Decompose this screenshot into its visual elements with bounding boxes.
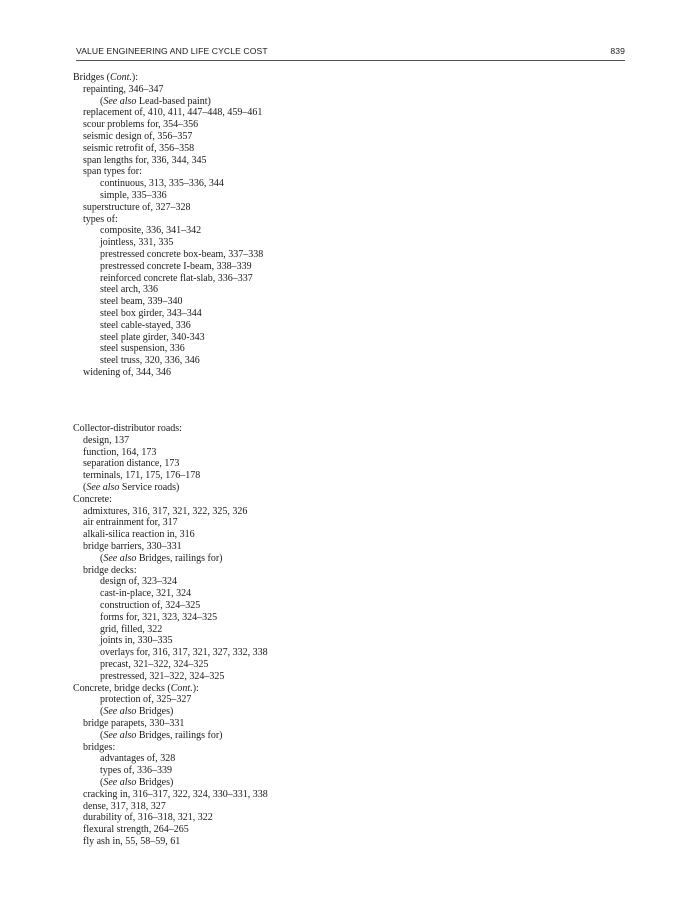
running-header	[76, 44, 625, 61]
index-subentry: cracking in, 316–317, 322, 324, 330–331, 338	[83, 788, 268, 800]
index-subsubentry: design of, 323–324	[100, 576, 177, 588]
entry-text: Bridges)	[136, 706, 174, 718]
entry-text: (	[100, 95, 104, 107]
index-subentry: types of:	[83, 213, 118, 225]
index-subentry: repainting, 346–347	[83, 83, 164, 95]
index-subsubentry	[100, 777, 173, 789]
index-subentry: admixtures, 316, 317, 321, 322, 325, 326	[83, 505, 248, 517]
index-subsubentry: construction of, 324–325	[100, 600, 201, 611]
entry-text: (	[83, 482, 87, 493]
index-subentry: design, 137	[83, 434, 130, 446]
index-subsubentry: steel box girder, 343–344	[100, 308, 202, 319]
index-subentry: replacement of, 410, 411, 447–448, 459–461	[83, 107, 263, 119]
index-subsubentry: prestressed concrete I-beam, 338–339	[100, 260, 252, 272]
index-subentry: bridges:	[83, 741, 116, 753]
index-subsubentry: cast-in-place, 321, 324	[100, 588, 192, 600]
index-heading	[73, 683, 199, 695]
index-subsubentry: continuous, 313, 335–336, 344	[100, 178, 224, 190]
entry-text: ):	[131, 72, 139, 83]
entry-italic-text: See also	[103, 552, 137, 564]
index-subentry: bridge decks:	[83, 564, 137, 576]
entry-italic-text: See also	[103, 777, 137, 788]
index-subentry: seismic design of, 356–357	[83, 131, 193, 142]
index-subentry: scour problems for, 354–356	[83, 119, 199, 131]
index-subentry: superstructure of, 327–328	[83, 201, 191, 213]
index-subsubentry	[100, 730, 222, 742]
index-subsubentry: prestressed concrete box-beam, 337–338	[100, 249, 264, 260]
entry-italic-text: Cont.	[109, 72, 132, 83]
index-subentry: fly ash in, 55, 58–59, 61	[83, 836, 181, 847]
index-heading: Collector-distributor roads:	[73, 423, 182, 434]
index-subsubentry	[100, 706, 173, 718]
index-subsubentry: steel truss, 320, 336, 346	[100, 355, 200, 367]
index-heading	[73, 72, 138, 84]
index-subsubentry: reinforced concrete flat-slab, 336–337	[100, 272, 253, 284]
index-subentry: separation distance, 173	[83, 458, 180, 470]
entry-text: (	[100, 706, 104, 718]
entry-text: Bridges, railings for)	[136, 729, 223, 741]
index-subentry: widening of, 344, 346	[83, 367, 172, 378]
index-subentry: alkali-silica reaction in, 316	[83, 529, 195, 541]
index-subsubentry: steel cable-stayed, 336	[100, 319, 191, 331]
entry-italic-text: See also	[86, 482, 120, 493]
index-subsubentry: jointless, 331, 335	[100, 237, 174, 249]
entry-text: (	[100, 552, 104, 564]
entry-text: Concrete, bridge decks (	[73, 682, 171, 694]
entry-text: Service roads)	[119, 482, 180, 493]
entry-text: Bridges, railings for)	[136, 552, 223, 564]
index-subsubentry	[100, 553, 222, 565]
index-subentry: span types for:	[83, 166, 142, 178]
index-subentry: flexural strength, 264–265	[83, 824, 189, 836]
index-subentry: dense, 317, 318, 327	[83, 800, 166, 812]
index-subsubentry: steel suspension, 336	[100, 343, 185, 355]
index-subentry: function, 164, 173	[83, 446, 157, 458]
entry-text: ):	[192, 682, 199, 694]
index-subsubentry: steel plate girder, 340-343	[100, 331, 205, 343]
entry-italic-text: See also	[103, 95, 137, 107]
running-header-title: VALUE ENGINEERING AND LIFE CYCLE COST	[76, 46, 268, 56]
entry-text: (	[100, 777, 104, 788]
entry-text: Bridges (	[73, 72, 110, 83]
index-subentry	[83, 482, 179, 494]
index-subsubentry: simple, 335–336	[100, 190, 167, 201]
index-subsubentry: forms for, 321, 323, 324–325	[100, 611, 218, 623]
index-heading: Concrete:	[73, 493, 112, 505]
entry-text: (	[100, 729, 104, 741]
index-subentry: bridge parapets, 330–331	[83, 718, 185, 729]
index-subentry: air entrainment for, 317	[83, 517, 178, 529]
entry-italic-text: See also	[103, 706, 137, 718]
index-subentry: durability of, 316–318, 321, 322	[83, 812, 213, 824]
entry-italic-text: Cont.	[170, 682, 193, 694]
index-subsubentry: types of, 336–339	[100, 765, 172, 777]
index-subsubentry: precast, 321–322, 324–325	[100, 659, 209, 670]
index-subentry: bridge barriers, 330–331	[83, 541, 182, 552]
index-subsubentry: protection of, 325–327	[100, 694, 192, 706]
index-subsubentry: steel beam, 339–340	[100, 296, 183, 308]
index-subsubentry: composite, 336, 341–342	[100, 225, 202, 237]
index-subsubentry: overlays for, 316, 317, 321, 327, 332, 338	[100, 647, 268, 659]
index-subsubentry: prestressed, 321–322, 324–325	[100, 670, 225, 682]
entry-italic-text: See also	[103, 729, 137, 741]
index-subsubentry: steel arch, 336	[100, 284, 159, 296]
index-subentry: span lengths for, 336, 344, 345	[83, 154, 207, 166]
page-number: 839	[610, 46, 625, 56]
index-subentry: seismic retrofit of, 356–358	[83, 142, 195, 154]
entry-text: Lead-based paint)	[136, 95, 211, 107]
index-subsubentry: grid, filled, 322	[100, 623, 163, 635]
index-subsubentry: joints in, 330–335	[100, 635, 173, 647]
index-subentry: terminals, 171, 175, 176–178	[83, 470, 201, 482]
index-subsubentry: advantages of, 328	[100, 753, 176, 765]
index-subsubentry	[100, 96, 211, 108]
entry-text: Bridges)	[136, 777, 174, 788]
